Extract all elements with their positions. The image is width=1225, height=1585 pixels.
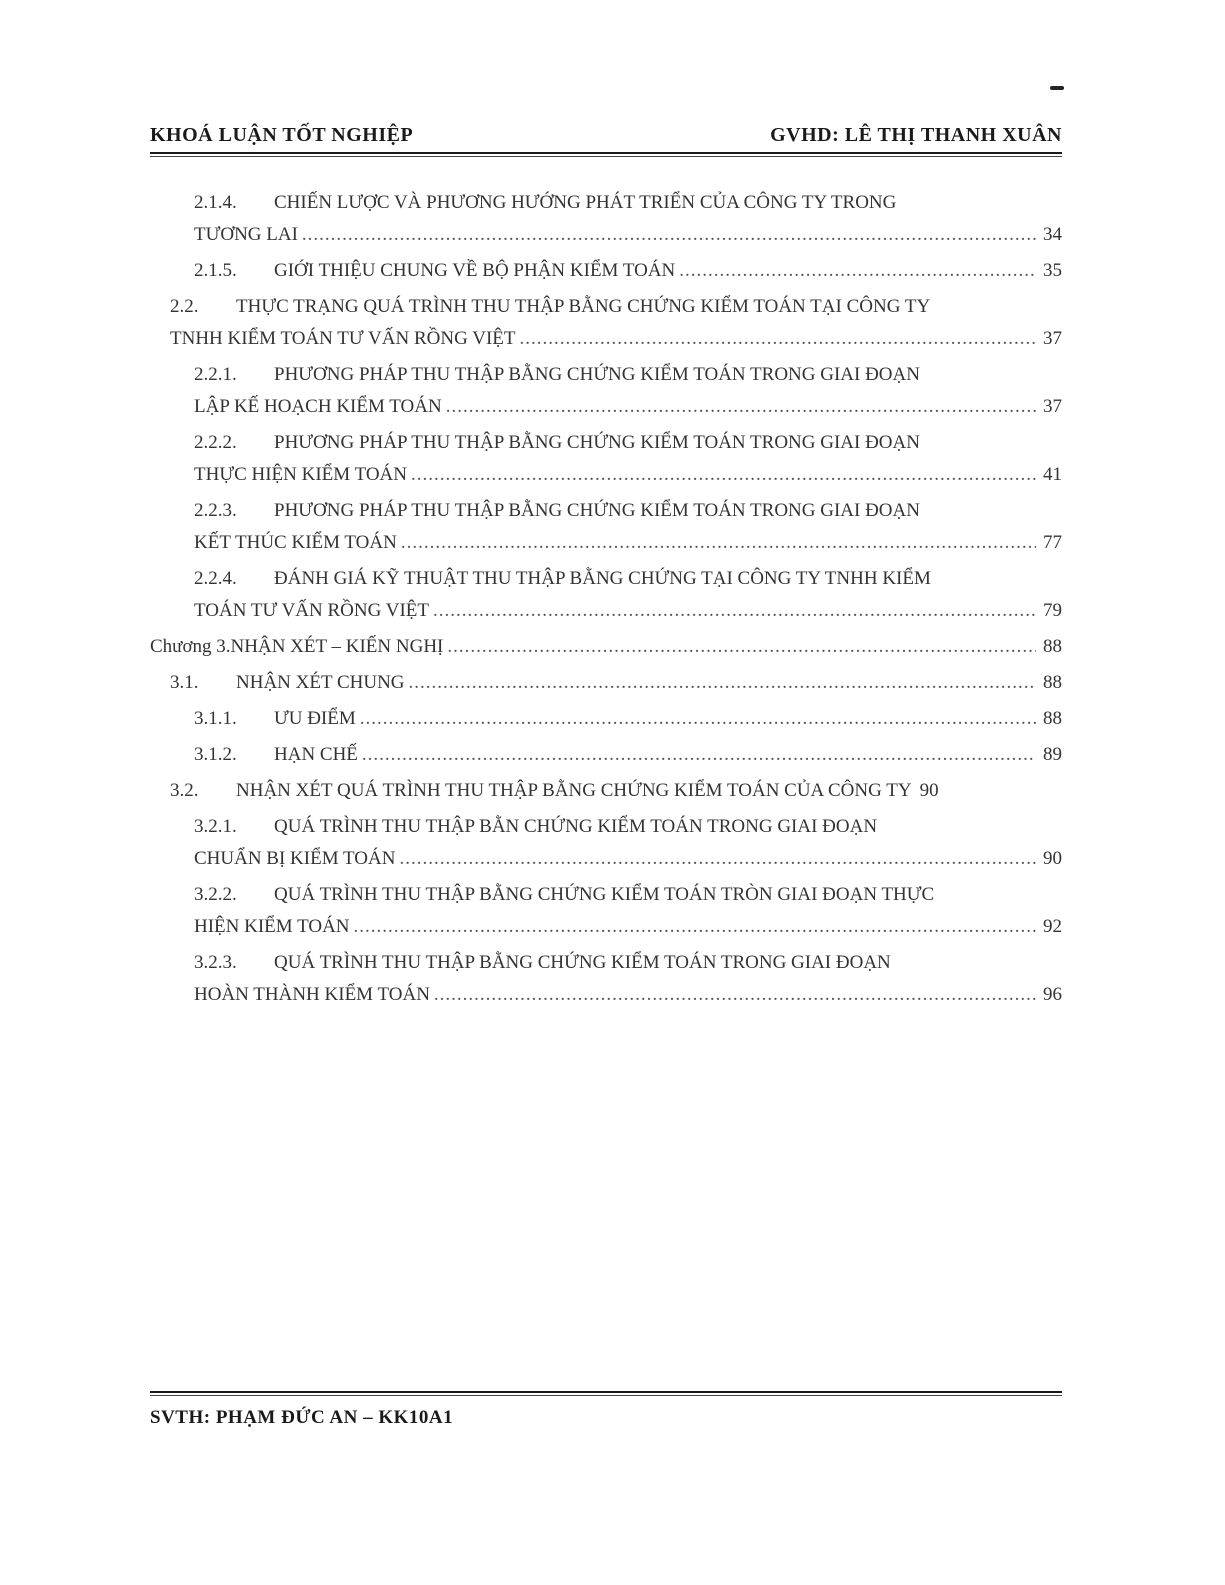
toc-page-number: 90 (919, 780, 939, 801)
toc-entry-last-line (194, 595, 1062, 627)
toc-leader-dots (447, 631, 1036, 663)
toc-entry-label (194, 703, 356, 735)
toc-entry-number: 2.2.2. (194, 432, 237, 453)
toc-entry (150, 775, 1062, 807)
toc-entry-title-continued: LẬP KẾ HOẠCH KIỂM TOÁN (194, 396, 442, 417)
toc-entry (150, 187, 1062, 251)
toc-entry-number: 2.1.4. (194, 192, 237, 213)
toc-entry-last-line (170, 323, 1062, 355)
toc-entry-number: 3.1.1. (194, 708, 237, 729)
header-rule-thin (150, 156, 1062, 157)
toc-entry (150, 947, 1062, 1011)
toc-entry-number: 2.2.1. (194, 364, 237, 385)
toc-entry-title: GIỚI THIỆU CHUNG VỀ BỘ PHẬN KIỂM TOÁN (274, 260, 676, 281)
toc-entry (150, 427, 1062, 491)
header-rule (150, 152, 1062, 154)
toc-entry-title-line (194, 495, 1062, 527)
toc-page-number: 96 (1043, 984, 1062, 1005)
toc-entry-number: 2.2.3. (194, 500, 237, 521)
toc-entry (150, 495, 1062, 559)
toc-leader-dots (401, 527, 1036, 559)
toc-entry-label (194, 255, 675, 287)
toc-entry-line (170, 775, 1062, 807)
toc-entry-number: 3.2.1. (194, 816, 237, 837)
toc-entry (150, 291, 1062, 355)
header-thesis-title: KHOÁ LUẬN TỐT NGHIỆP (150, 124, 414, 146)
toc-entry-title: ĐÁNH GIÁ KỸ THUẬT THU THẬP BẰNG CHỨNG TẠI CÔNG TY TNHH KIỂM (274, 568, 931, 589)
toc-entry-number: Chương 3. (150, 636, 231, 657)
toc-entry-title: PHƯƠNG PHÁP THU THẬP BẰNG CHỨNG KIỂM TOÁN TRONG GIAI ĐOẠN (274, 432, 920, 453)
toc-entry-title-continued: HIỆN KIỂM TOÁN (194, 916, 350, 937)
toc-entry-title-continued: CHUẨN BỊ KIỂM TOÁN (194, 848, 396, 869)
toc-entry-number: 2.2.4. (194, 568, 237, 589)
toc-page-number: 34 (1043, 224, 1062, 245)
toc-entry-title-line (194, 187, 1062, 219)
toc-page-number: 92 (1043, 916, 1062, 937)
toc-entry-title-line (194, 879, 1062, 911)
toc-leader-dots (446, 391, 1036, 423)
toc-entry (150, 703, 1062, 735)
toc-entry-title-line (194, 359, 1062, 391)
page-footer: SVTH: PHẠM ĐỨC AN – KK10A1 (150, 1407, 454, 1428)
toc-entry-title-line (194, 811, 1062, 843)
toc-entry-title: PHƯƠNG PHÁP THU THẬP BẰNG CHỨNG KIỂM TOÁN TRONG GIAI ĐOẠN (274, 364, 920, 385)
toc-leader-dots (519, 323, 1036, 355)
toc-entry-last-line (194, 979, 1062, 1011)
toc-entry-title: HẠN CHẾ (274, 744, 358, 765)
toc-page-number: 37 (1043, 396, 1062, 417)
toc-entry-last-line (194, 911, 1062, 943)
footer-rule-thin (150, 1395, 1062, 1396)
toc-leader-dots (433, 595, 1036, 627)
scan-mark (1050, 86, 1064, 90)
toc-entry (150, 255, 1062, 287)
toc-entry (150, 739, 1062, 771)
toc-leader-dots (360, 703, 1036, 735)
toc-entry-last-line (194, 219, 1062, 251)
toc-entry-title: NHẬN XÉT – KIẾN NGHỊ (230, 636, 444, 657)
toc-leader-dots (409, 667, 1036, 699)
toc-entry-title-line (194, 947, 1062, 979)
toc-leader-dots (362, 739, 1036, 771)
toc-entry-title: NHẬN XÉT QUÁ TRÌNH THU THẬP BẰNG CHỨNG KIỂM TOÁN CỦA CÔNG TY (236, 780, 912, 801)
toc-entry-title-line (194, 427, 1062, 459)
toc-entry (150, 879, 1062, 943)
toc-leader-dots (679, 255, 1036, 287)
toc-page-number: 77 (1043, 532, 1062, 553)
toc-leader-dots (302, 219, 1036, 251)
toc-entry-number: 3.2. (170, 780, 199, 801)
toc-leader-dots (354, 911, 1036, 943)
toc-entry-title: ƯU ĐIỂM (274, 708, 356, 729)
toc-entry-title: QUÁ TRÌNH THU THẬP BẰNG CHỨNG KIỂM TOÁN TRONG GIAI ĐOẠN (274, 952, 891, 973)
toc-entry-number: 2.1.5. (194, 260, 237, 281)
toc-entry (150, 667, 1062, 699)
toc-entry-title-line (194, 563, 1062, 595)
toc-entry-title-continued: TNHH KIỂM TOÁN TƯ VẤN RỒNG VIỆT (170, 328, 516, 349)
toc-entry (150, 631, 1062, 663)
toc-entry-line (194, 703, 1062, 735)
toc-entry-line (150, 631, 1062, 663)
toc-entry-last-line (194, 527, 1062, 559)
toc-entry-last-line (194, 843, 1062, 875)
toc-entry-label (194, 739, 358, 771)
toc-leader-dots (434, 979, 1036, 1011)
toc-entry-line (194, 255, 1062, 287)
toc-leader-dots (411, 459, 1036, 491)
toc-entry-title: QUÁ TRÌNH THU THẬP BẰNG CHỨNG KIỂM TOÁN TRÒN GIAI ĐOẠN THỰC (274, 884, 935, 905)
toc-entry-last-line (194, 391, 1062, 423)
toc-entry-title-continued: THỰC HIỆN KIỂM TOÁN (194, 464, 407, 485)
toc-entry (150, 563, 1062, 627)
toc-entry-title-continued: TƯƠNG LAI (194, 224, 298, 245)
toc-entry-number: 3.2.2. (194, 884, 237, 905)
toc-entry-number: 3.2.3. (194, 952, 237, 973)
toc-entry (150, 811, 1062, 875)
toc-entry-title: PHƯƠNG PHÁP THU THẬP BẰNG CHỨNG KIỂM TOÁN TRONG GIAI ĐOẠN (274, 500, 920, 521)
toc-entry-title-continued: TOÁN TƯ VẤN RỒNG VIỆT (194, 600, 430, 621)
toc-entry-title: THỰC TRẠNG QUÁ TRÌNH THU THẬP BẰNG CHỨNG KIỂM TOÁN TẠI CÔNG TY (236, 296, 931, 317)
toc-entry-line (170, 667, 1062, 699)
toc-page-number: 90 (1043, 848, 1062, 869)
toc-entry-title-continued: HOÀN THÀNH KIỂM TOÁN (194, 984, 430, 1005)
toc-page-number: 88 (1043, 672, 1062, 693)
toc-entry-label (170, 667, 405, 699)
toc-entry-title: QUÁ TRÌNH THU THẬP BẰN CHỨNG KIỂM TOÁN TRONG GIAI ĐOẠN (274, 816, 878, 837)
toc-entry-label (150, 631, 443, 663)
toc-entry-title: CHIẾN LƯỢC VÀ PHƯƠNG HƯỚNG PHÁT TRIỂN CỦA CÔNG TY TRONG (274, 192, 897, 213)
toc-entry-number: 3.1.2. (194, 744, 237, 765)
toc-entry-number: 3.1. (170, 672, 199, 693)
page-header (150, 124, 1062, 147)
footer-rule (150, 1391, 1062, 1393)
toc-entry-title-continued: KẾT THÚC KIỂM TOÁN (194, 532, 397, 553)
toc-entry-number: 2.2. (170, 296, 199, 317)
toc-entry-title: NHẬN XÉT CHUNG (236, 672, 405, 693)
table-of-contents (150, 187, 1062, 1015)
toc-entry-label (170, 775, 912, 807)
toc-page-number: 79 (1043, 600, 1062, 621)
toc-page-number: 35 (1043, 260, 1062, 281)
toc-entry-title-line (170, 291, 1062, 323)
header-advisor: GVHD: LÊ THỊ THANH XUÂN (770, 124, 1062, 146)
toc-page-number: 89 (1043, 744, 1062, 765)
toc-page-number: 88 (1043, 636, 1062, 657)
toc-page-number: 41 (1043, 464, 1062, 485)
toc-entry (150, 359, 1062, 423)
toc-page-number: 88 (1043, 708, 1062, 729)
toc-entry-last-line (194, 459, 1062, 491)
toc-entry-line (194, 739, 1062, 771)
toc-leader-dots (399, 843, 1036, 875)
toc-page-number: 37 (1043, 328, 1062, 349)
